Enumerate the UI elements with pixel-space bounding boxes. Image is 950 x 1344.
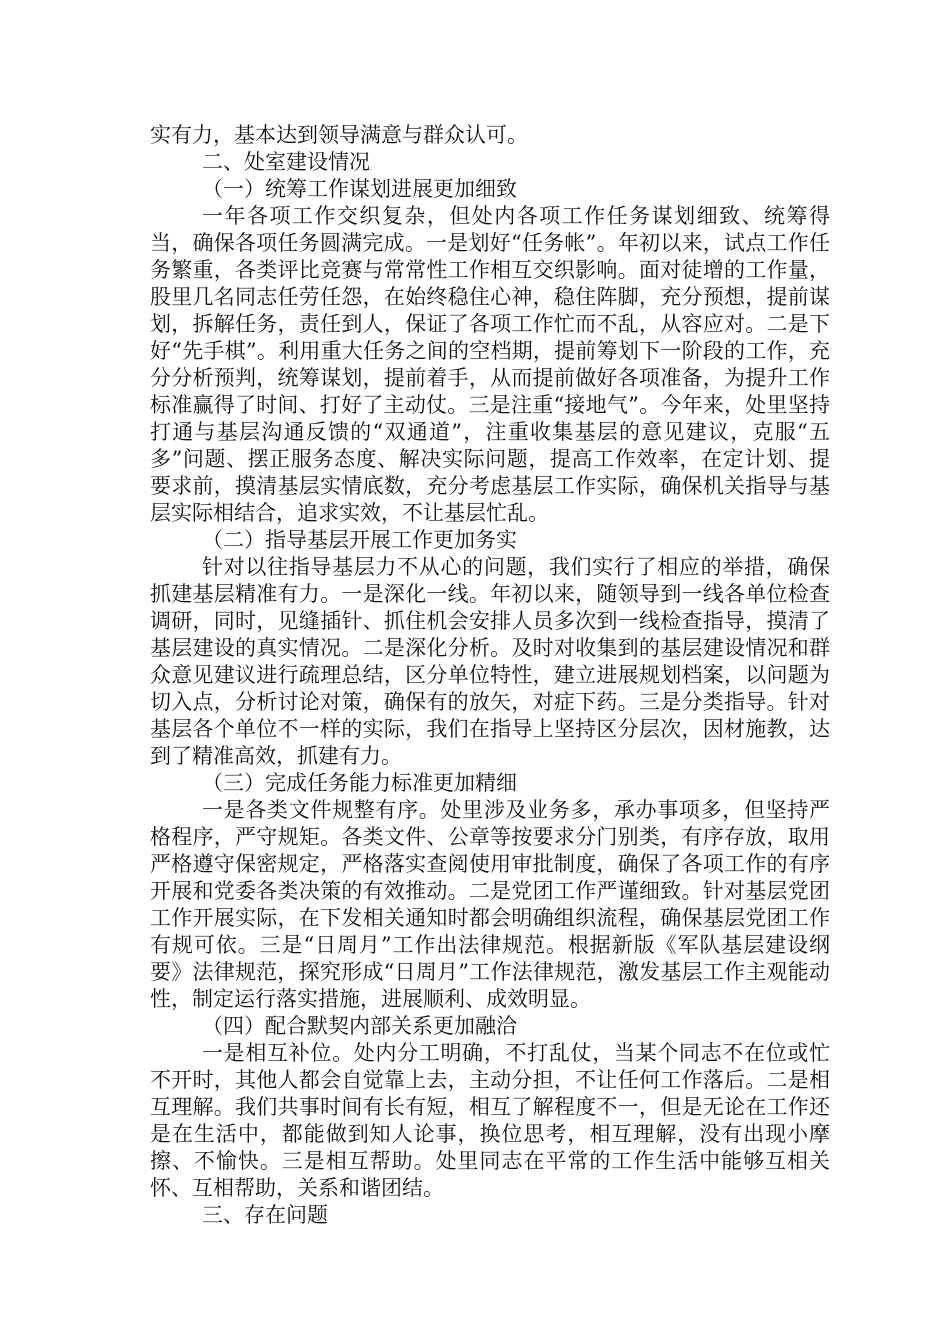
body-paragraph-2: 针对以往指导基层力不从心的问题，我们实行了相应的举措，确保抓建基层精准有力。一是深化一线。年初以来，随领导到一线各单位检查调研，同时，见缝插针、抓住机会安排人员多次到一线检查指导，摸清了基层建设的真实情况。二是深化分析。及时对收集到的基层建设情况和群众意见建议进行疏理总结，区分单位特性，建立进展规划档案，以问题为切入点，分析讨论对策，确保有的放矢，对症下药。三是分类指导。针对基层各个单位不一样的实际，我们在指导上坚持区分层次，因材施教，达到了精准高效，抓建有力。 xyxy=(150,555,830,768)
document-body xyxy=(150,122,830,1229)
subheading-3: （三）完成任务能力标准更加精细 xyxy=(202,771,517,795)
body-paragraph-1: 一年各项工作交织复杂，但处内各项工作任务谋划细致、统筹得当，确保各项任务圆满完成。一是划好“任务帐”。年初以来，试点工作任务繁重，各类评比竞赛与常常性工作相互交织影响。面对徒增的工作量，股里几名同志任劳任怨，在始终稳住心神，稳住阵脚，充分预想，提前谋划，拆解任务，责任到人，保证了各项工作忙而不乱，从容应对。二是下好“先手棋”。利用重大任务之间的空档期，提前筹划下一阶段的工作，充分分析预判，统筹谋划，提前着手，从而提前做好各项准备，为提升工作标准赢得了时间、打好了主动仗。三是注重“接地气”。今年来，处里坚持打通与基层沟通反馈的“双通道”，注重收集基层的意见建议，克服“五多”问题、摆正服务态度、解决实际问题，提高工作效率，在定计划、提要求前，摸清基层实情底数，充分考虑基层工作实际，确保机关指导与基层实际相结合，追求实效，不让基层忙乱。 xyxy=(150,204,830,525)
subheading-4: （四）配合默契内部关系更加融洽 xyxy=(202,1014,517,1038)
subheading-1: （一）统筹工作谋划进展更加细致 xyxy=(202,177,517,201)
section-heading-3: 三、存在问题 xyxy=(202,1203,328,1227)
continuation-line: 实有力，基本达到领导满意与群众认可。 xyxy=(150,123,528,147)
section-heading-2: 二、处室建设情况 xyxy=(202,150,370,174)
body-paragraph-4: 一是相互补位。处内分工明确，不打乱仗，当某个同志不在位或忙不开时，其他人都会自觉靠上去，主动分担，不让任何工作落后。二是相互理解。我们共事时间有长有短，相互了解程度不一，但是无论在工作还是在生活中，都能做到知人论事，换位思考，相互理解，没有出现小摩擦、不愉快。三是相互帮助。处里同志在平常的工作生活中能够互相关怀、互相帮助，关系和谐团结。 xyxy=(150,1041,830,1200)
subheading-2: （二）指导基层开展工作更加务实 xyxy=(202,528,517,552)
body-paragraph-3: 一是各类文件规整有序。处里涉及业务多，承办事项多，但坚持严格程序，严守规矩。各类文件、公章等按要求分门别类，有序存放，取用严格遵守保密规定，严格落实查阅使用审批制度，确保了各项工作的有序开展和党委各类决策的有效推动。二是党团工作严谨细致。针对基层党团工作开展实际，在下发相关通知时都会明确组织流程，确保基层党团工作有规可依。三是“日周月”工作出法律规范。根据新版《军队基层建设纲要》法律规范，探究形成“日周月”工作法律规范，激发基层工作主观能动性，制定运行落实措施，进展顺利、成效明显。 xyxy=(150,798,830,1011)
